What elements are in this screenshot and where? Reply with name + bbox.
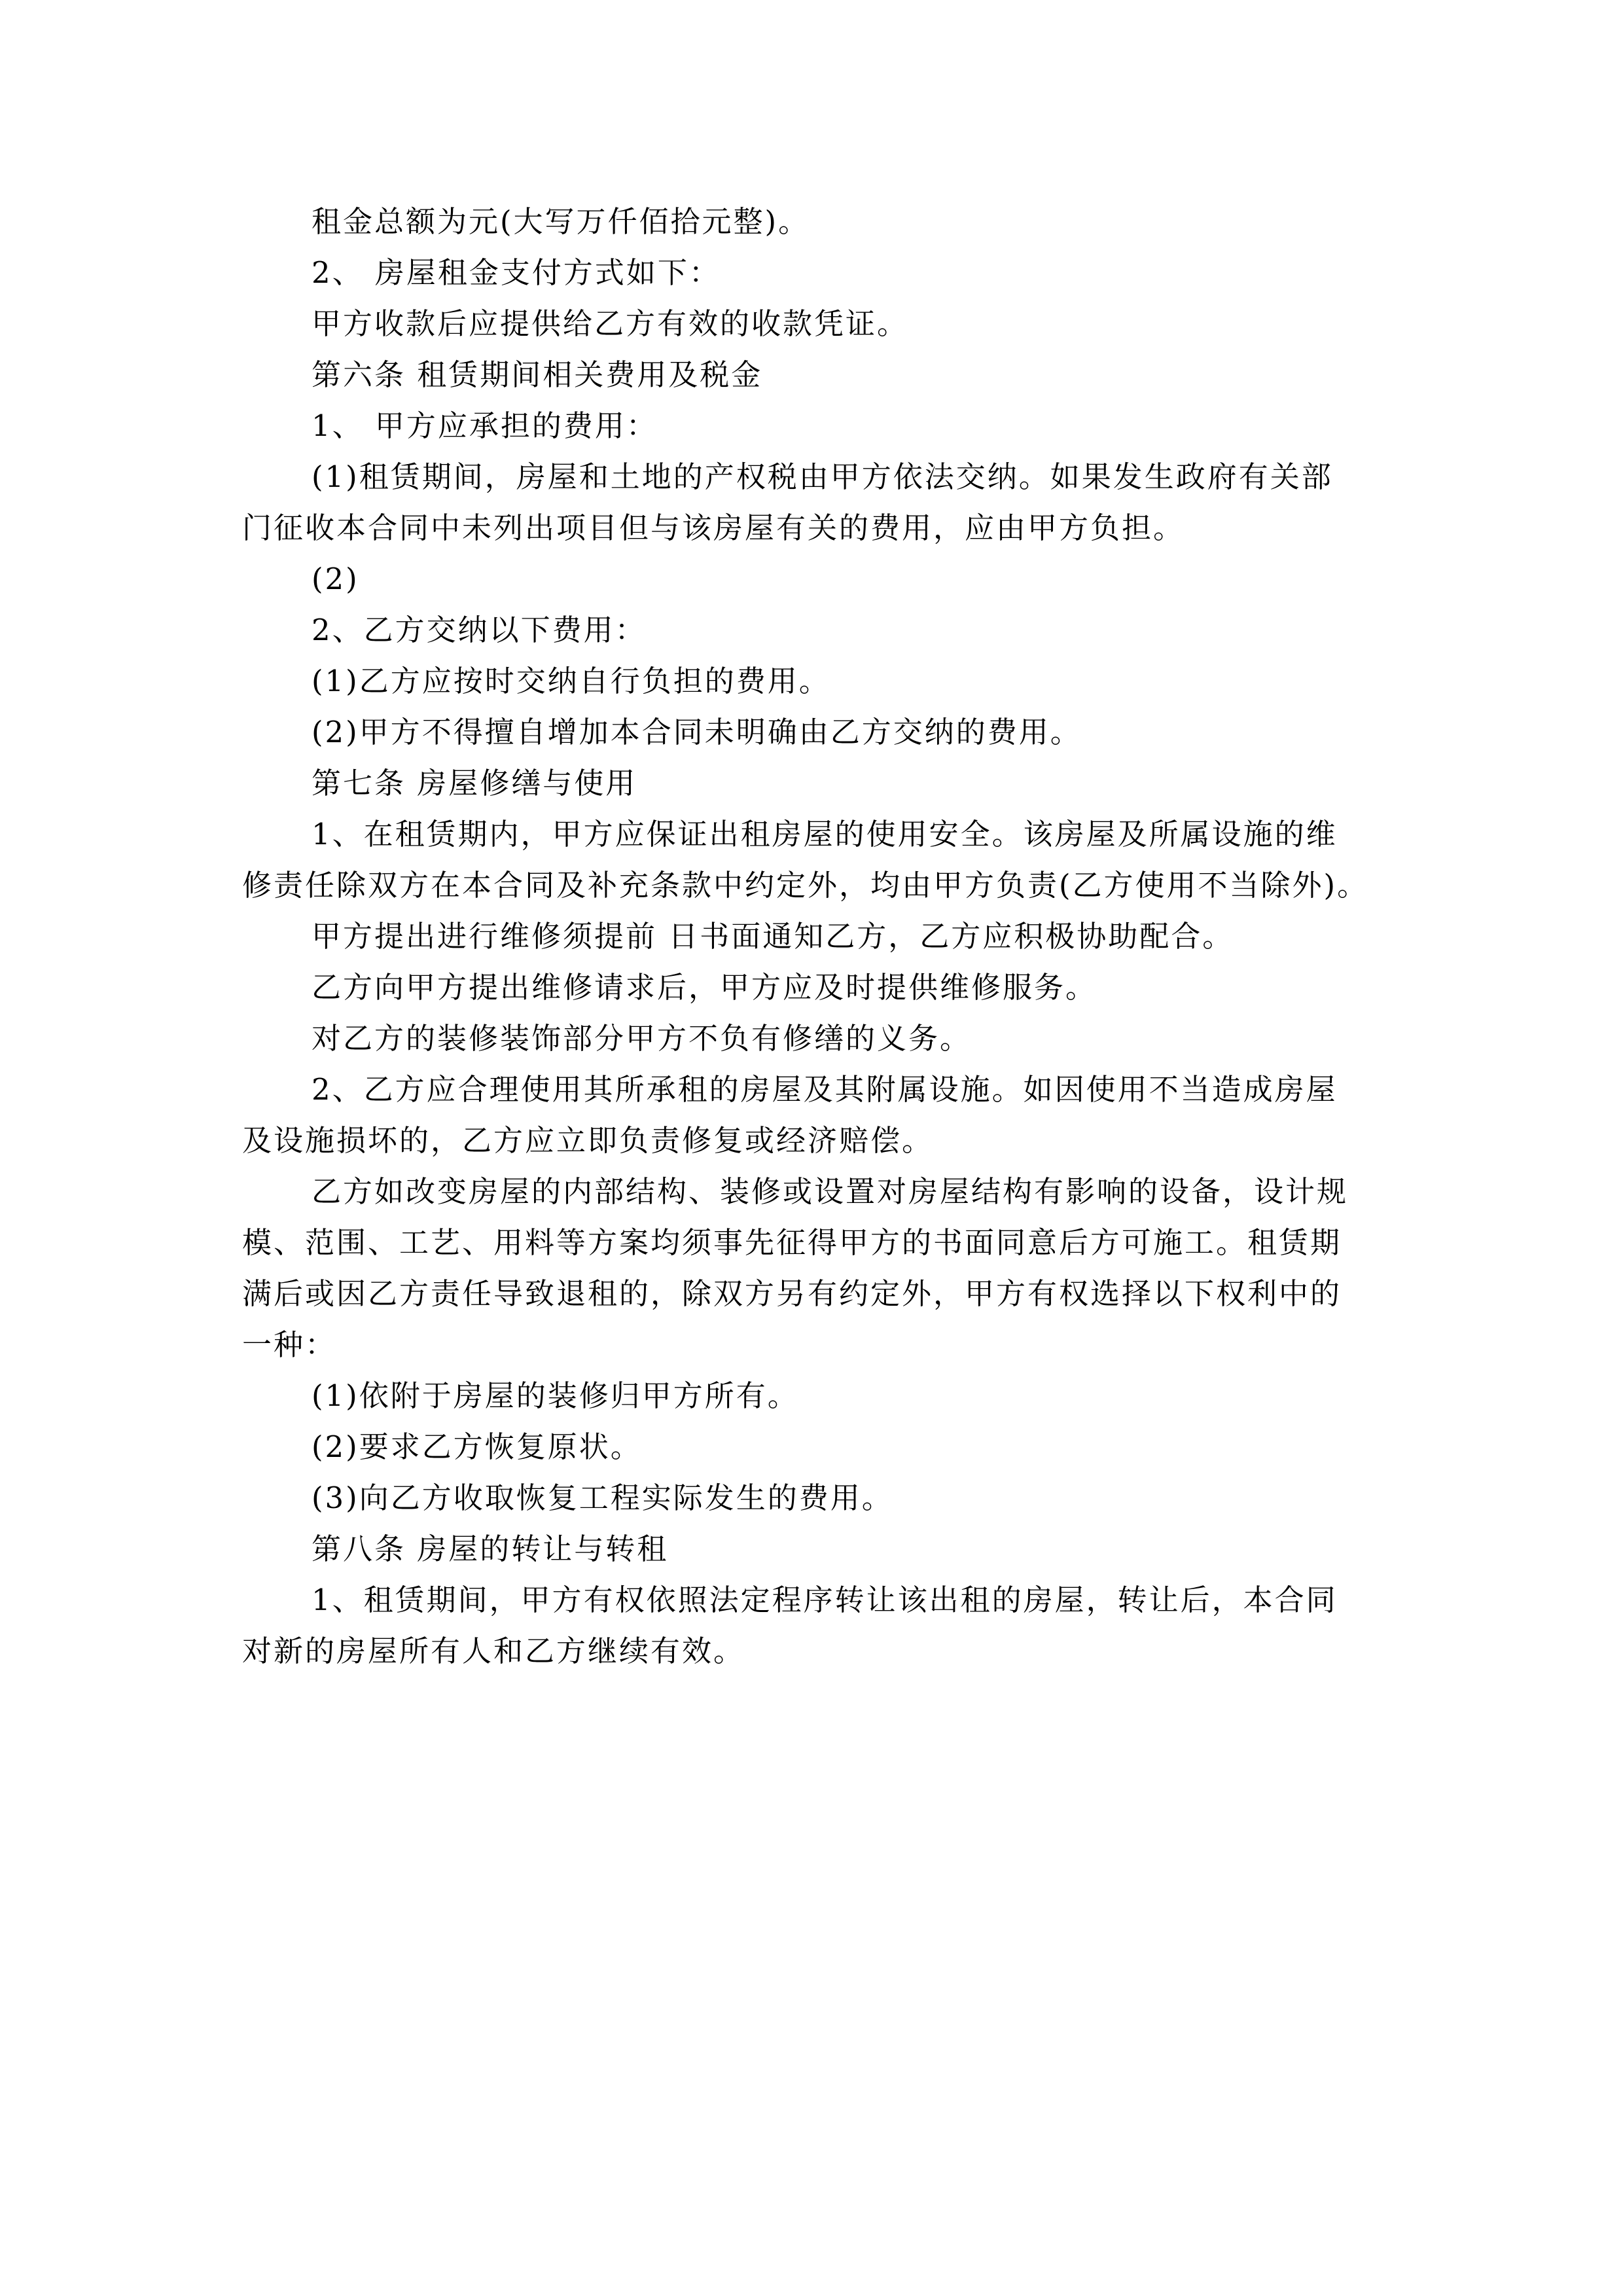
text-line: 1、在租赁期内，甲方应保证出租房屋的使用安全。该房屋及所属设施的维 bbox=[312, 817, 1338, 852]
text-line: 1、 甲方应承担的费用： bbox=[312, 408, 658, 443]
text-line: 乙方如改变房屋的内部结构、装修或设置对房屋结构有影响的设备，设计规 bbox=[312, 1174, 1349, 1209]
text-line: 2、乙方交纳以下费用： bbox=[312, 613, 647, 647]
text-line: 第八条 房屋的转让与转租 bbox=[312, 1532, 669, 1566]
text-line: 第六条 租赁期间相关费用及税金 bbox=[312, 357, 763, 392]
text-line: (2)要求乙方恢复原状。 bbox=[312, 1429, 642, 1464]
text-line: 第七条 房屋修缮与使用 bbox=[312, 766, 637, 800]
text-line: 满后或因乙方责任导致退租的，除双方另有约定外，甲方有权选择以下权利中的 bbox=[242, 1276, 1342, 1311]
text-line: 模、范围、工艺、用料等方案均须事先征得甲方的书面同意后方可施工。租赁期 bbox=[242, 1225, 1342, 1260]
text-line: 及设施损坏的，乙方应立即负责修复或经济赔偿。 bbox=[242, 1123, 934, 1158]
text-line: 门征收本合同中未列出项目但与该房屋有关的费用，应由甲方负担。 bbox=[242, 511, 1185, 545]
text-line: 对乙方的装修装饰部分甲方不负有修缮的义务。 bbox=[312, 1021, 972, 1056]
text-line: (1)乙方应按时交纳自行负担的费用。 bbox=[312, 664, 830, 698]
text-line: (1)依附于房屋的装修归甲方所有。 bbox=[312, 1378, 799, 1413]
text-line: 甲方收款后应提供给乙方有效的收款凭证。 bbox=[312, 306, 909, 341]
text-line: (2) bbox=[312, 562, 359, 596]
text-line: (2)甲方不得擅自增加本合同未明确由乙方交纳的费用。 bbox=[312, 715, 1082, 749]
text-line: (1)租赁期间，房屋和土地的产权税由甲方依法交纳。如果发生政府有关部 bbox=[312, 459, 1333, 494]
text-line: 2、乙方应合理使用其所承租的房屋及其附属设施。如因使用不当造成房屋 bbox=[312, 1072, 1338, 1107]
text-line: 一种： bbox=[242, 1327, 337, 1362]
text-line: 租金总额为元(大写万仟佰拾元整)。 bbox=[312, 204, 810, 239]
text-line: (3)向乙方收取恢复工程实际发生的费用。 bbox=[312, 1480, 893, 1515]
document-body bbox=[242, 196, 1387, 1677]
text-line: 修责任除双方在本合同及补充条款中约定外，均由甲方负责(乙方使用不当除外)。 bbox=[242, 868, 1369, 903]
text-line: 乙方向甲方提出维修请求后，甲方应及时提供维修服务。 bbox=[312, 970, 1097, 1005]
text-line: 1、租赁期间，甲方有权依照法定程序转让该出租的房屋，转让后，本合同 bbox=[312, 1583, 1338, 1617]
text-line: 2、 房屋租金支付方式如下： bbox=[312, 255, 721, 290]
text-line: 对新的房屋所有人和乙方继续有效。 bbox=[242, 1634, 745, 1668]
text-line: 甲方提出进行维修须提前 日书面通知乙方，乙方应积极协助配合。 bbox=[312, 919, 1234, 954]
